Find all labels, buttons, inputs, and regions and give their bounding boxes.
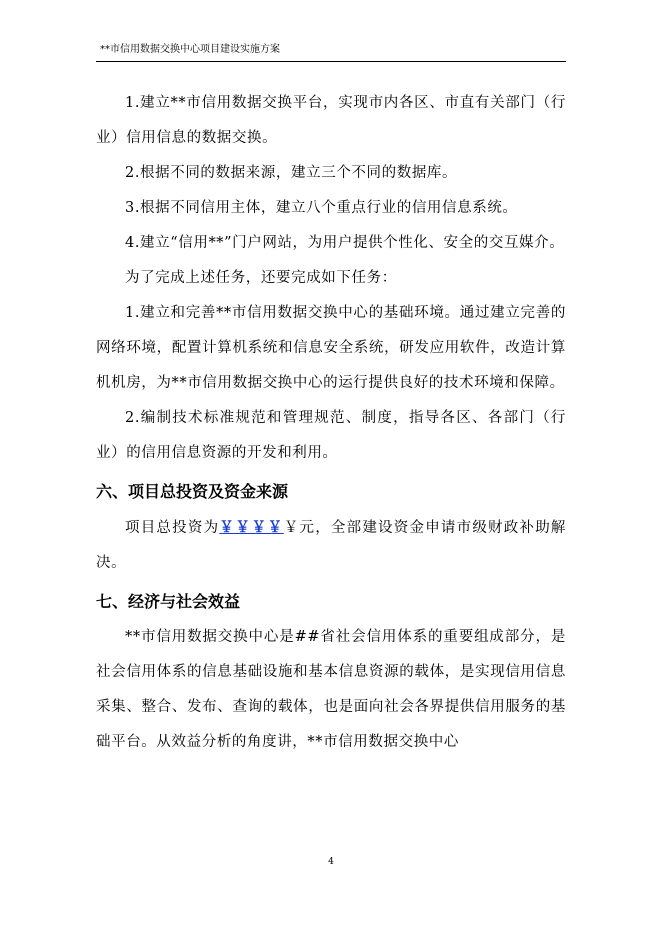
document-body [96,86,566,760]
investment-text-before: 项目总投资为 [125,520,220,536]
task-item-4: 4.建立“信用**”门户网站，为用户提供个性化、安全的交互媒介。 [125,235,565,251]
additional-task-item-1: 1.建立和完善**市信用数据交换中心的基础环境。通过建立完善的网络环境，配置计算机系统和信息安全系统，研发应用软件，改造计算机机房，为**市信用数据交换中心的运行提供良好的技术环境和保障。 [96,305,566,391]
investment-amount: ￥￥￥￥ [219,519,284,536]
task-item-3: 3.根据不同信用主体，建立八个重点行业的信用信息系统。 [125,200,518,216]
task-item-1: 1.建立**市信用数据交换平台，实现市内各区、市直有关部门（行业）信用信息的数据交换。 [96,95,566,146]
task-item-2: 2.根据不同的数据来源，建立三个不同的数据库。 [125,165,458,181]
header-divider [96,61,566,62]
benefits-paragraph: **市信用数据交换中心是##省社会信用体系的重要组成部分，是社会信用体系的信息基础设施和基本信息资源的载体，是实现信用信息采集、整合、发布、查询的载体，也是面向社会各界提供信用服务的基础平台。从效益分析的角度讲，**市信用数据交换中心 [96,629,566,750]
page-number: 4 [328,857,334,867]
investment-paragraph [96,510,566,581]
additional-tasks-intro: 为了完成上述任务，还要完成如下任务： [125,270,397,286]
investment-text-after: ￥元，全部建设资金申请市级财政补助解决。 [96,520,567,571]
section-7-heading: 七、经济与社会效益 [96,592,241,611]
section-6-heading: 六、项目总投资及资金来源 [96,482,289,501]
additional-task-item-2: 2.编制技术标准规范和管理规范、制度，指导各区、各部门（行业）的信用信息资源的开发和利用。 [96,410,566,461]
running-header: **市信用数据交换中心项目建设实施方案 [100,44,280,55]
